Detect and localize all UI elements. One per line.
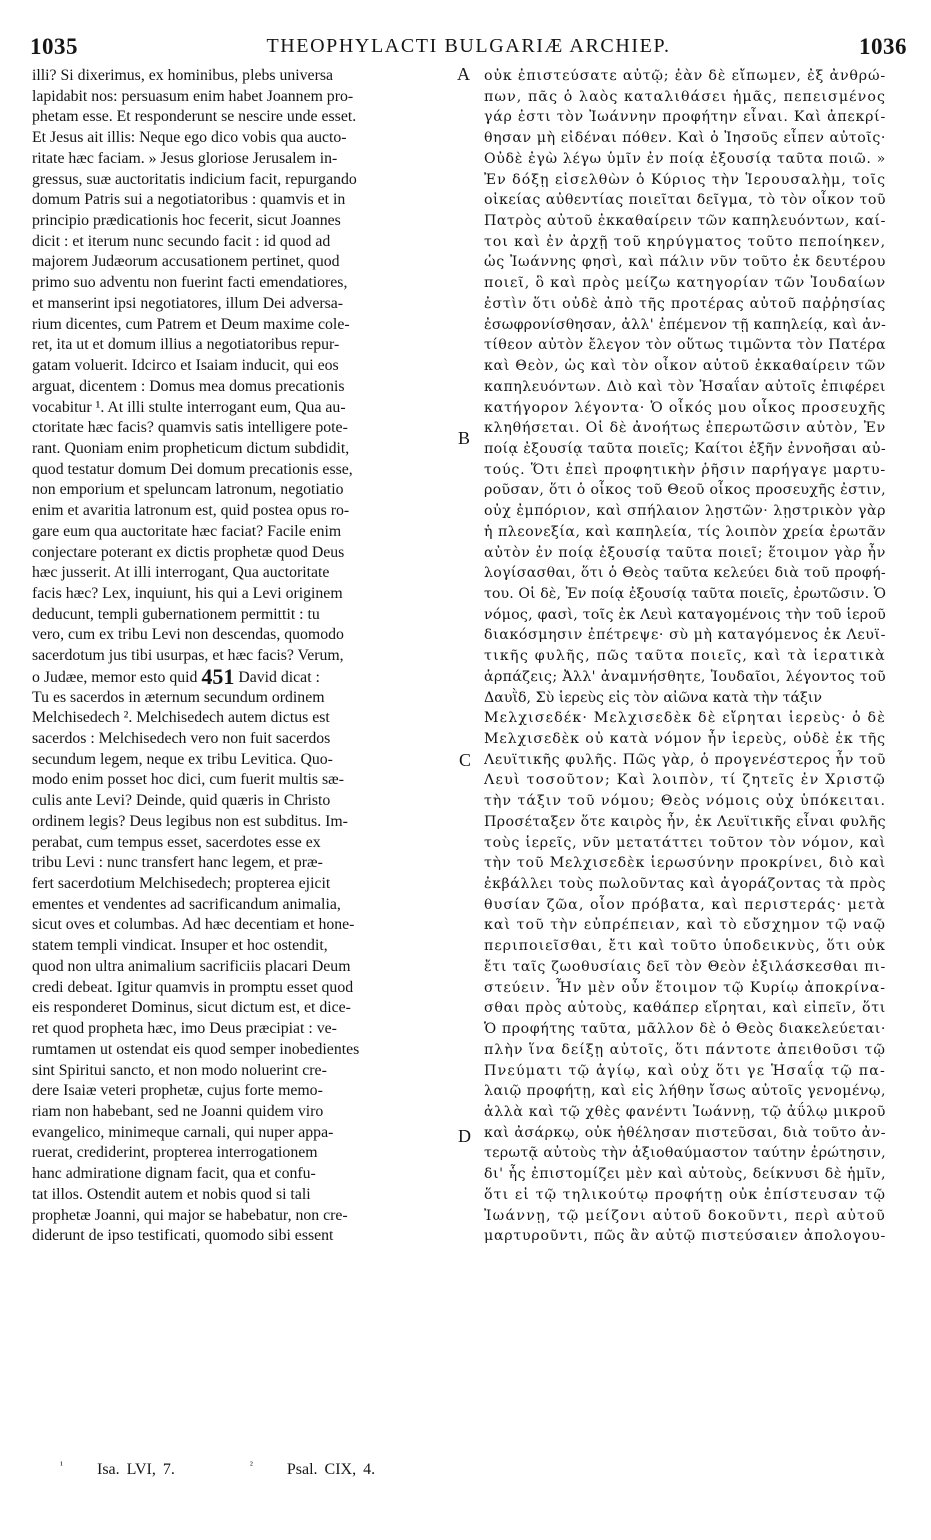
- latin-text-line: o Judæe, memor esto quid 451 David dicat :: [32, 667, 454, 688]
- footnotes: [60, 1460, 443, 1479]
- latin-text-line: hæc jusserit. At illi interrogant, Qua auctoritate: [32, 564, 330, 582]
- latin-text-line: prophetæ Joanni, qui major se habebatur, non cre-: [32, 1206, 348, 1224]
- latin-text-line: majorem Judæorum accusationem pertinet, quod: [32, 253, 340, 271]
- greek-text-line: Δαυῒδ, Σὺ ἱερεὺς εἰς τὸν αἰῶνα κατὰ τὴν τάξιν: [484, 689, 823, 706]
- greek-text-line: ποιεῖ, ὃ καὶ πρὸς μείζω κατηγορίαν τῶν Ἰουδαίων: [484, 275, 886, 292]
- greek-text-line: ἔτι ταῖς ζωοθυσίαις δεῖ τὸν Θεὸν ἐξιλάσκεσθαι πι-: [484, 958, 886, 975]
- latin-text-line: rant. Quoniam enim propheticum dictum subdidit,: [32, 439, 350, 457]
- latin-text-line: eis responderet Dominus, sicut dictum est, et dice-: [32, 999, 351, 1017]
- latin-text-line: lapidabit nos: persuasum enim habet Joannem pro-: [32, 87, 354, 105]
- latin-text-line: quod testatur domum Dei domum precationis esse,: [32, 460, 353, 478]
- latin-text-line: gatam voluerit. Idcirco et Isaiam inducit, qui eos: [32, 357, 339, 375]
- greek-text-line: λογίσασθαι, ὅτι ὁ Θεὸς ταῦτα κελεύει διὰ τοῦ προφή-: [484, 565, 886, 582]
- greek-text-line: οὐχ ἐμπόριον, καὶ σπήλαιον λῃστῶν· λῃστρικὸν γὰρ: [484, 503, 886, 520]
- latin-text-line: tat illos. Ostendit autem et nobis quod si tali: [32, 1185, 311, 1203]
- margin-letter-a: A: [457, 64, 470, 84]
- greek-text-line: διακόσμησιν ἐπέτρεψε· σὺ μὴ καταγόμενος ἐκ Λευϊ-: [484, 627, 886, 644]
- greek-text-line: καὶ ἀσάρκῳ, οὐκ ἠθέλησαν πιστεῦσαι, διὰ τοῦτο ἀν-: [484, 1124, 886, 1141]
- greek-text-line: Ὁ προφήτης ταῦτα, μᾶλλον δὲ ὁ Θεὸς διακελεύεται·: [484, 1021, 886, 1038]
- greek-text-line: θησαν μὴ εἰδέναι πόθεν. Καὶ ὁ Ἰησοῦς εἶπεν αὐτοῖς·: [484, 130, 886, 147]
- greek-text-line: μαρτυροῦντι, πῶς ἂν αὐτῷ πιστεύσαιεν ἀπολογου-: [484, 1228, 886, 1245]
- greek-text-line: Μελχισεδέκ· Μελχισεδὲκ δὲ εἴρηται ἱερεὺς· ὁ δὲ: [484, 710, 886, 727]
- greek-text-line: ἐσωφρονίσθησαν, ἀλλ' ἐπέμενον τῇ καπηλείᾳ, καὶ ἀν-: [484, 316, 886, 333]
- greek-text-line: τικῆς φυλῆς, πῶς ταῦτα ποιεῖς, καὶ τὰ ἱερατικὰ: [484, 648, 886, 665]
- greek-text-line: Λευὶ τοσοῦτον; Καὶ λοιπὸν, τί ζητεῖς ἐν Χριστῷ: [484, 772, 886, 789]
- greek-text-line: καὶ Θεὸν, ὡς καὶ τὸν οἶκον αὐτοῦ ἐκκαθαίρειν τῶν: [484, 358, 886, 375]
- latin-text-line: ret quod propheta hæc, imo Deus præcipiat : ve-: [32, 1020, 337, 1038]
- greek-text-line: Μελχισεδὲκ οὐ κατὰ νόμον ἦν ἱερεὺς, οὐδὲ ἐκ τῆς: [484, 731, 886, 747]
- greek-text-line: Ἐν δόξῃ εἰσελθὼν ὁ Κύριος τὴν Ἱερουσαλὴμ, τοῖς: [484, 171, 886, 188]
- latin-text-line: tribu Levi : nunc transfert hanc legem, et præ-: [32, 854, 323, 872]
- greek-text-line: ποίᾳ ἐξουσίᾳ ταῦτα ποιεῖς; Καίτοι ἐξῆν ἐννοῆσαι αὐ-: [484, 440, 886, 457]
- greek-text-line: νόμος, φασὶ, τοῖς ἐκ Λευὶ καταγομένοις τὴν τοῦ ἱεροῦ: [484, 606, 886, 623]
- greek-text-line: ὡς Ἰωάννης φησὶ, καὶ πάλιν νῦν τοῦτο ἐκ δευτέρου: [484, 254, 886, 271]
- latin-text-line: gressus, suæ auctoritatis indicium facit, repurgando: [32, 170, 357, 188]
- latin-text-line: secundum legem, neque ex tribu Levitica. Quo-: [32, 750, 333, 768]
- latin-text-line: ret, ita ut et domum illius a negotiatoribus repur-: [32, 336, 340, 354]
- running-title: THEOPHYLACTI BULGARIÆ ARCHIEP.: [266, 35, 671, 57]
- latin-text-line: conjectare poterant ex dictis prophetæ quod Deus: [32, 543, 345, 561]
- greek-text-line: ἐκβάλλει τοὺς πωλοῦντας καὶ ἀγοράζοντας τὰ πρὸς: [484, 876, 886, 893]
- latin-text-line: et manserint ipsi negotiatores, illum Dei adversa-: [32, 294, 344, 312]
- latin-text-line: rium dicentes, cum Patrem et Deum maxime cole-: [32, 315, 350, 333]
- latin-text-line: vocabitur ¹. At illi stulte interrogant eum, Qua au-: [32, 398, 346, 416]
- greek-text-line: ἀλλὰ καὶ τῷ χθὲς φανέντι Ἰωάννῃ, τῷ ἀΰλῳ μικροῦ: [484, 1103, 886, 1120]
- greek-text-line: δι' ἧς ἐπιστομίζει μὲν καὶ αὐτοὺς, δείκνυσι δὲ ἡμῖν,: [484, 1166, 886, 1183]
- greek-text-line: ροῦσαν, ὅτι ὁ οἶκος τοῦ Θεοῦ οἶκος προσευχῆς ἐστιν,: [484, 482, 886, 499]
- footnote-1: [60, 1461, 209, 1478]
- greek-text-line: σθαι πρὸς αὐτοὺς, καθάπερ εἴρηται, καὶ εἰπεῖν, ὅτι: [484, 1000, 886, 1017]
- latin-text-line: vero, cum ex tribu Levi non descendas, quomodo: [32, 626, 344, 644]
- latin-text-line: statem templi vindicat. Insuper et hoc ostendit,: [32, 937, 328, 955]
- running-header: [30, 34, 907, 64]
- latin-text-line: facis hæc? Lex, inquiunt, his qui a Levi originem: [32, 584, 343, 602]
- greek-text-line: κληθήσεται. Οἱ δὲ ἀνοήτως ἐπερωτῶσιν αὐτὸν, Ἐν: [484, 420, 886, 437]
- greek-text-line: αὐτὸν ἐν ποίᾳ ἐξουσίᾳ ταῦτα ποιεῖ; ἕτοιμον γὰρ ἦν: [484, 544, 886, 561]
- greek-text-line: λαιῷ προφήτῃ, καὶ εἰς λήθην ἴσως αὐτοῖς γενομένῳ,: [484, 1083, 886, 1100]
- latin-text-line: domum Patris sui a negotiatoribus : quamvis et in: [32, 191, 346, 209]
- greek-text-line: καπηλευόντων. Διὸ καὶ τὸν Ἡσαΐαν αὐτοῖς ἐπιφέρει: [484, 378, 886, 395]
- footnote-2: [250, 1461, 409, 1478]
- greek-text-line: τερωτᾷ αὐτοὺς τὴν ἀξιοθαύμαστον ταύτην ἐρώτησιν,: [484, 1145, 886, 1162]
- page-number-right: 1036: [859, 34, 907, 59]
- greek-text-line: κατήγορον λέγοντα· Ὁ οἶκός μου οἶκος προσευχῆς: [484, 399, 886, 416]
- footnote-2-mark: ²: [249, 1460, 253, 1471]
- latin-text-line: non emporium et speluncam latronum, negotiatio: [32, 481, 344, 499]
- greek-text-line: θυσίαν ζῶα, οἷον πρόβατα, καὶ περιστεράς· μετὰ: [484, 896, 886, 913]
- greek-text-line: Πατρὸς αὐτοῦ ἐκκαθαίρειν τῶν καπηλευόντων, καί-: [484, 213, 886, 230]
- greek-text-line: τοὺς ἱερεῖς, νῦν μετατάττει τοῦτον τὸν νόμον, καὶ: [484, 834, 886, 851]
- latin-text-line: Tu es sacerdos in æternum secundum ordinem: [32, 688, 325, 706]
- greek-text-line: τὴν τοῦ Μελχισεδὲκ ἱερωσύνην προκρίνει, διὸ καὶ: [484, 855, 886, 872]
- latin-text-line: fert sacerdotium Melchisedech; propterea ejicit: [32, 875, 331, 893]
- latin-text-line: modo enim posset hoc dici, cum fuerit multis sæ-: [32, 771, 344, 789]
- latin-text-line: illi? Si dixerimus, ex hominibus, plebs universa: [32, 67, 333, 84]
- greek-column: [484, 66, 886, 1247]
- greek-text-line: Πνεύματι τῷ ἁγίῳ, καὶ οὐχ ὅτι γε Ἡσαΐᾳ τῷ πα-: [484, 1062, 886, 1079]
- latin-text-line: diderunt de ipso testificati, quomodo sibi essent: [32, 1227, 334, 1245]
- latin-text-line: sacerdotum jus tibi usurpas, et hæc facis? Verum,: [32, 647, 344, 665]
- greek-text-line: γάρ ἐστι τὸν Ἰωάννην προφήτην εἶναι. Καὶ ἀπεκρί-: [484, 109, 886, 126]
- latin-text-line: sint Spiritui sancto, et non modo noluerint cre-: [32, 1061, 327, 1079]
- latin-text-line: gare eum qua auctoritate hæc faciat? Facile enim: [32, 522, 342, 540]
- greek-text-line: περιποιεῖσθαι, ἔτι καὶ τοῦτο ὑποδεικνὺς, ὅτι οὐκ: [484, 938, 886, 955]
- latin-column: [32, 66, 454, 1247]
- footnote-1-mark: ¹: [60, 1460, 63, 1471]
- latin-text-line: riam non habebant, sed ne Joanni quidem viro: [32, 1102, 324, 1120]
- latin-text-line: rumtamen ut ostendat eis quod semper inobedientes: [32, 1040, 360, 1058]
- greek-text-line: Λευϊτικῆς φυλῆς. Πῶς γὰρ, ὁ προγενέστερος ἦν τοῦ: [484, 751, 886, 768]
- latin-text-line: ordinem legis? Deus legibus non est subditus. Im-: [32, 812, 348, 830]
- latin-text-line: arguat, dicentem : Domus mea domus precationis: [32, 377, 345, 395]
- latin-text-line: sacerdos : Melchisedech vero non fuit sacerdos: [32, 730, 331, 747]
- greek-text-line: τούς. Ὅτι ἐπεὶ προφητικὴν ῥῆσιν παρήγαγε μαρτυ-: [484, 461, 886, 478]
- latin-text-line: perabat, cum tempus esset, sacerdotes esse ex: [32, 833, 321, 851]
- greek-text-line: τὴν τάξιν τοῦ νόμου; Θεὸς νόμοις οὐχ ὑπόκειται.: [484, 793, 886, 810]
- footnote-2-text: Psal. CIX, 4.: [286, 1461, 376, 1478]
- greek-text-line: Προσέταξεν ὅτε καιρὸς ἦν, ἐκ Λευϊτικῆς εἶναι φυλῆς: [484, 813, 886, 830]
- greek-text-line: καὶ τοῦ τὴν εὐπρέπειαν, καὶ τὸ εὔσχημον τῷ ναῷ: [484, 917, 886, 934]
- latin-text-line: sicut oves et columbas. Ad hæc decentiam et hone-: [32, 916, 355, 934]
- footnote-1-text: Isa. LVI, 7.: [97, 1461, 175, 1478]
- latin-text-line: primo suo adventu non fuerint facti emendatiores,: [32, 274, 348, 292]
- latin-text-line: dicit : et iterum nunc secundo facit : id quod ad: [32, 232, 331, 250]
- greek-text-line: ἐστὶν ὅτι οὐδὲ ἀπὸ τῆς προτέρας αὐτοῦ παῤῥησίας: [484, 295, 886, 312]
- greek-text-line: Οὐδὲ ἐγὼ λέγω ὑμῖν ἐν ποίᾳ ἐξουσίᾳ ταῦτα ποιῶ. »: [484, 150, 886, 167]
- latin-text-line: ruerat, crediderint, propterea interrogationem: [32, 1144, 318, 1162]
- latin-text-line: Melchisedech ². Melchisedech autem dictus est: [32, 709, 330, 727]
- latin-text-line: dere Isaiæ veteri prophetæ, cujus forte memo-: [32, 1082, 323, 1100]
- latin-text-line: deducunt, templi gubernationem permittit : tu: [32, 605, 320, 623]
- greek-text-line: ἡ πλεονεξία, καὶ καπηλεία, τίς λοιπὸν χρεία ἐρωτᾶν: [484, 523, 886, 540]
- latin-text-line: principio prædicationis hoc fecerit, sicut Joannes: [32, 212, 341, 230]
- latin-text-line: ementes et vendentes ad sacrificandum animalia,: [32, 895, 341, 913]
- greek-text-line: τίθεον αὐτὸν ἔλεγον τὸν οὕτως τιμῶντα τὸν Πατέρα: [484, 337, 886, 354]
- greek-text-line: του. Οἱ δὲ, Ἐν ποίᾳ ἐξουσίᾳ ταῦτα ποιεῖς, ἐρωτῶσιν. Ὁ: [484, 585, 886, 602]
- column-number: 451: [201, 666, 235, 688]
- greek-text-line: στεύειν. Ἦν μὲν οὖν ἕτοιμον τῷ Κυρίῳ ἀποκρίνα-: [484, 979, 886, 996]
- greek-text-line: ὅτι εἰ τῷ τηλικούτῳ προφήτῃ οὐκ ἐπίστευσαν τῷ: [484, 1186, 886, 1203]
- latin-text-line: quod non ultra animalium sacrificiis placari Deum: [32, 957, 351, 975]
- latin-text-line: hanc admiratione dignam facit, qua et confu-: [32, 1165, 316, 1183]
- page-number-left: 1035: [30, 34, 78, 59]
- greek-text-line: πων, πᾶς ὁ λαὸς καταλιθάσει ἡμᾶς, πεπεισμένος: [484, 88, 886, 105]
- greek-text-line: πλὴν ἵνα δείξῃ αὐτοῖς, ὅτι πάντοτε ἀπειθοῦσι τῷ: [484, 1041, 886, 1058]
- greek-text-line: ἁρπάζεις; Ἀλλ' ἀναμνήσθητε, Ἰουδαῖοι, λέγοντος τοῦ: [484, 668, 886, 685]
- latin-text-line: culis ante Levi? Deinde, quid quæris in Christo: [32, 792, 331, 810]
- latin-text-line: ritate hæc faciam. » Jesus gloriose Jerusalem in-: [32, 149, 338, 167]
- margin-letter-d: D: [458, 1126, 471, 1146]
- margin-letter-c: C: [459, 750, 472, 770]
- latin-text-line: enim et avaritia latronum est, quid postea opus ro-: [32, 502, 350, 520]
- latin-text-line: ctoritate hæc facis? quamvis satis intelligere pote-: [32, 419, 348, 437]
- greek-text-line: οἰκείας αὐθεντίας ποιεῖται δεῖγμα, τὸ τὸν οἶκον τοῦ: [484, 192, 886, 209]
- greek-text-line: τοι καὶ ἐν ἀρχῇ τοῦ κηρύγματος τοῦτο πεποίηκεν,: [484, 233, 886, 250]
- latin-text-line: Et Jesus ait illis: Neque ego dico vobis qua aucto-: [32, 129, 347, 147]
- margin-letter-b: B: [458, 428, 471, 448]
- latin-text-line: credi debeat. Igitur quamvis in promptu esset quod: [32, 978, 354, 996]
- greek-text-line: Ἰωάννῃ, τῷ μείζονι αὐτοῦ δοκοῦντι, περὶ αὐτοῦ: [484, 1207, 886, 1224]
- greek-text-line: οὐκ ἐπιστεύσατε αὐτῷ; ἐὰν δὲ εἴπωμεν, ἐξ ἀνθρώ-: [484, 68, 886, 84]
- latin-text-line: phetam esse. Et responderunt se nescire unde esset.: [32, 108, 357, 126]
- latin-text-line: evangelico, minimeque carnali, qui nuper appa-: [32, 1123, 334, 1141]
